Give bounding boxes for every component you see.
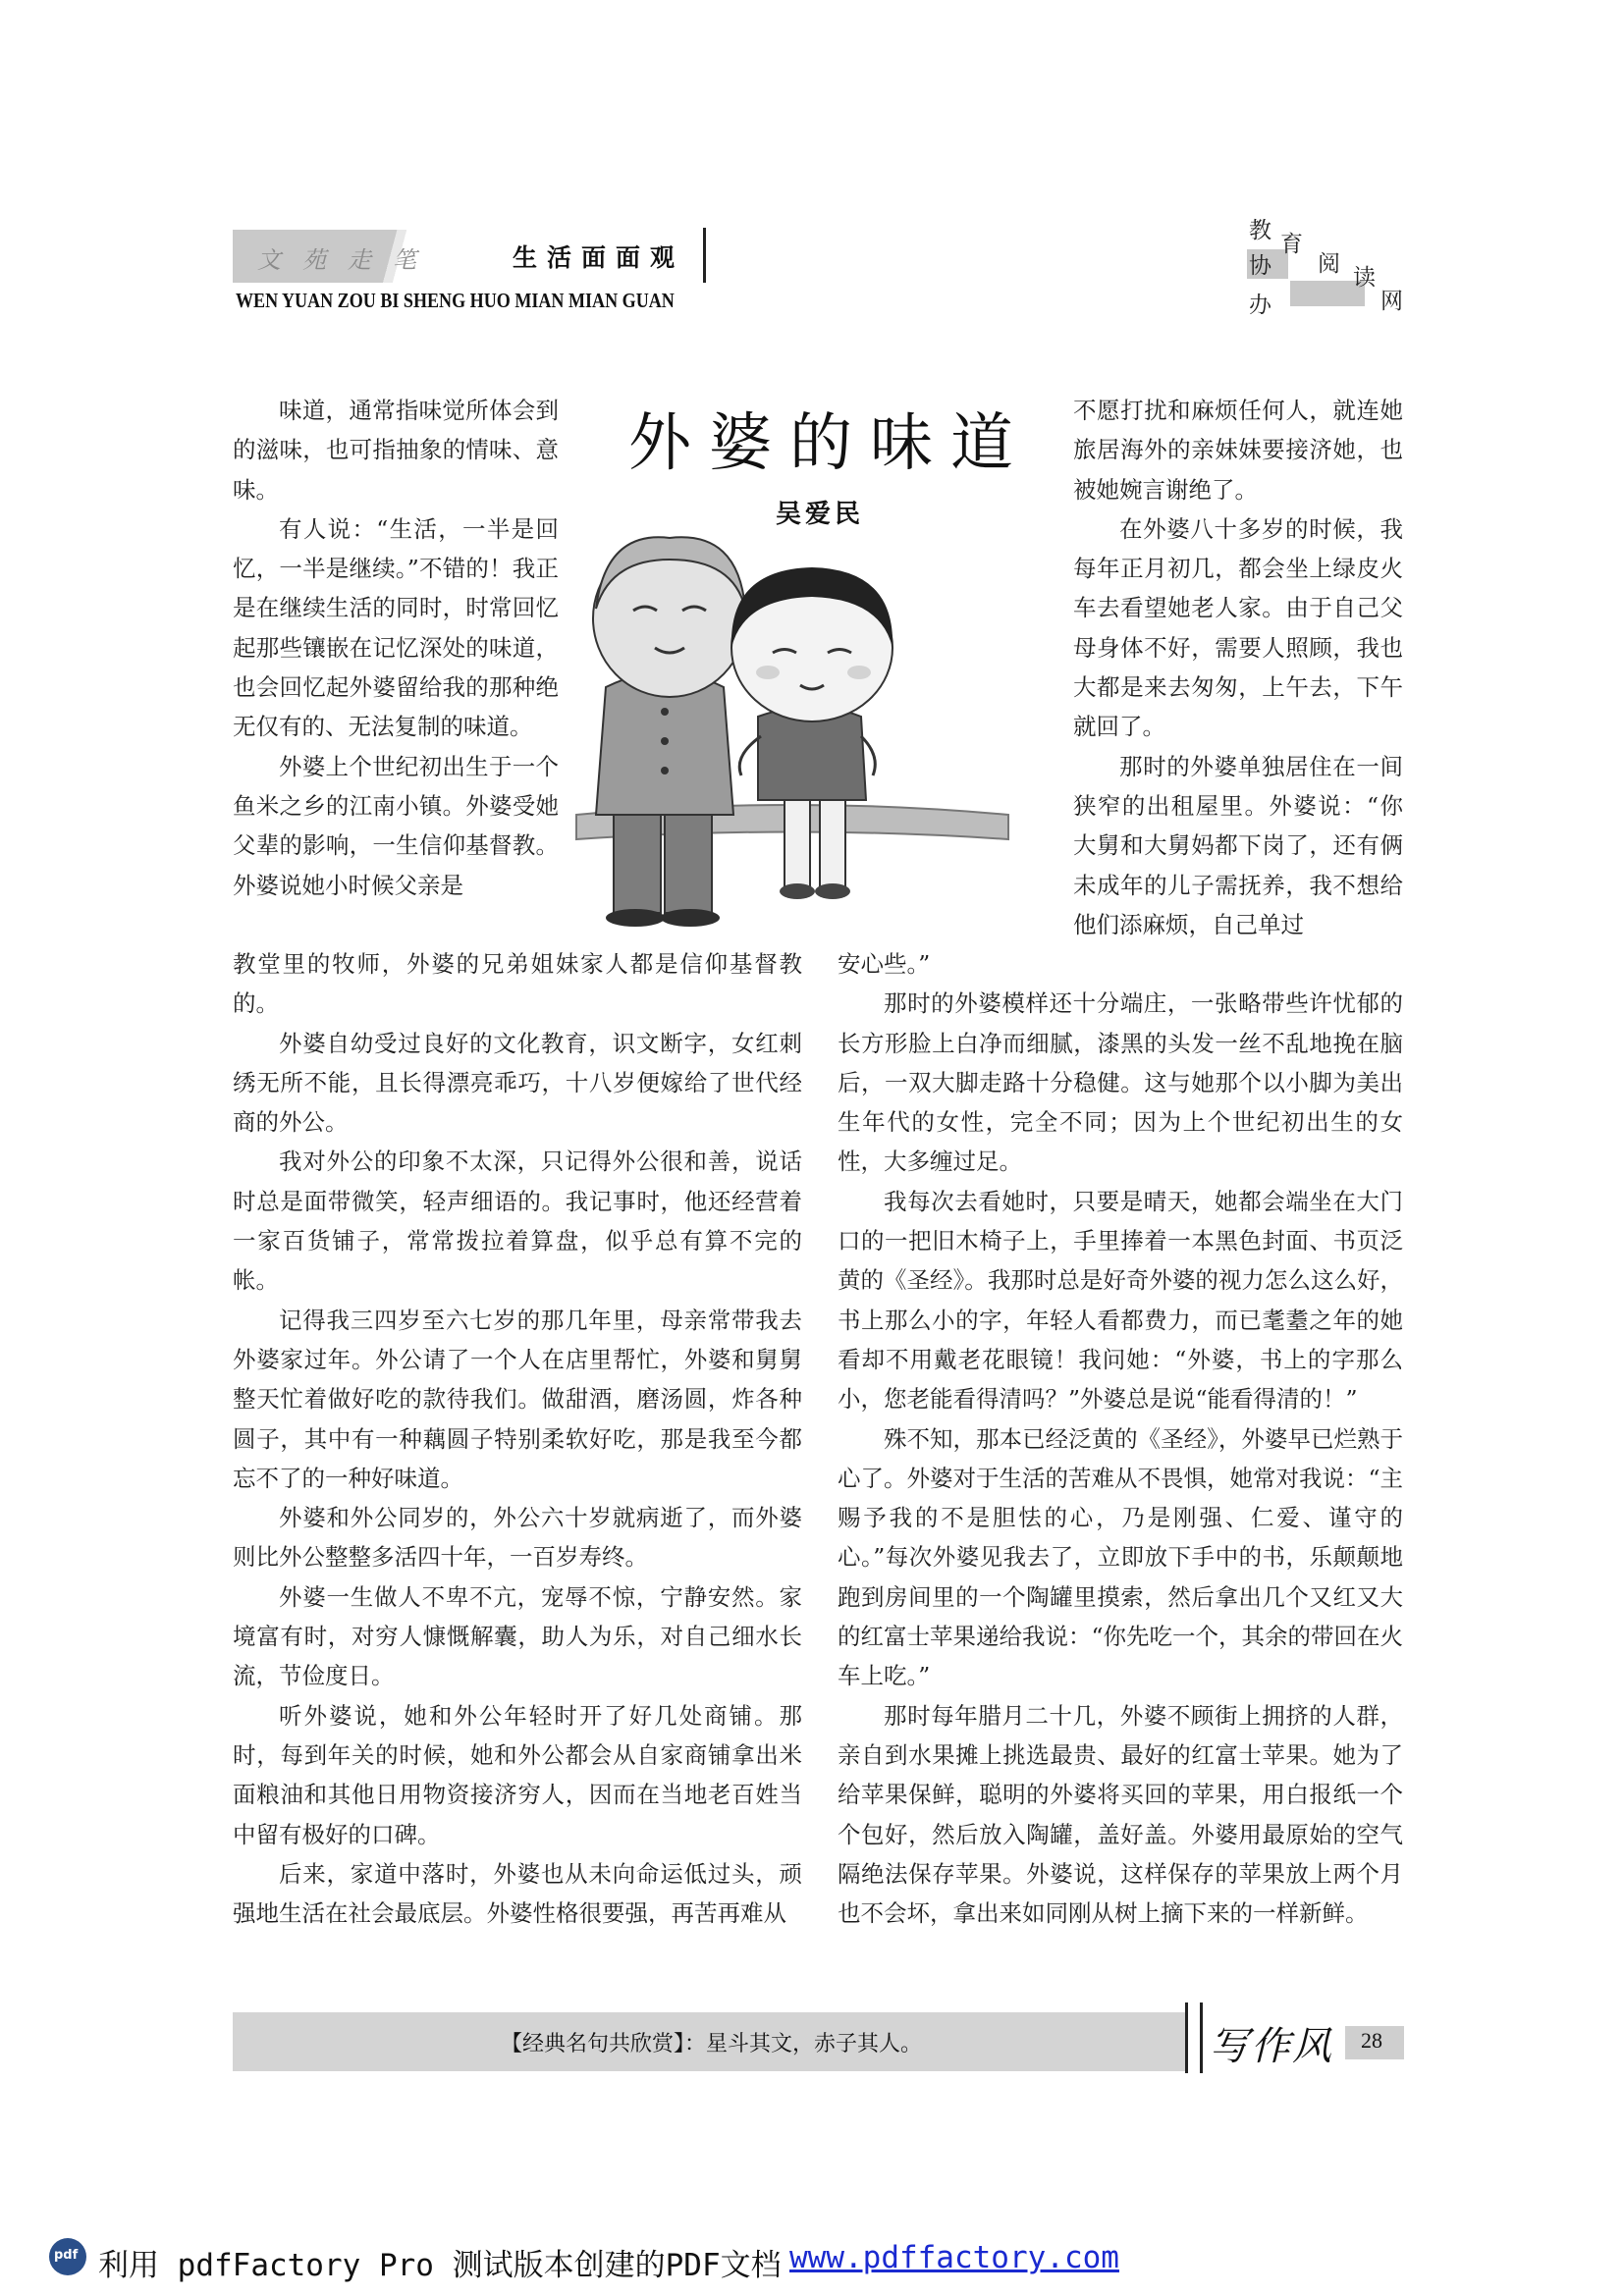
footer-divider bbox=[1185, 2002, 1203, 2073]
logo-char: 读 bbox=[1353, 265, 1376, 291]
left-column-full bbox=[233, 944, 802, 1933]
column-name-left: 文苑走笔 bbox=[257, 246, 438, 274]
article-title: 外婆的味道 bbox=[628, 407, 1031, 480]
site-logo bbox=[1247, 212, 1404, 320]
grandma-child-illustration bbox=[567, 501, 1018, 933]
paragraph: 外婆上个世纪初出生于一个鱼米之乡的江南小镇。外婆受她父辈的影响，一生信仰基督教。外婆说她小时候父亲是 bbox=[233, 752, 559, 899]
paragraph: 那时的外婆模样还十分端庄，一张略带些许忧郁的长方形脸上白净而细腻，漆黑的头发一丝不乱地挽在脑后，一双大脚走路十分稳健。这与她那个以小脚为美出生年代的女性，完全不同；因为上个世纪初出生的女性，大多缠过足。 bbox=[838, 989, 1403, 1176]
paragraph: 那时的外婆单独居住在一间狭窄的出租屋里。外婆说：“你大舅和大舅妈都下岗了，还有俩未成年的儿子需抚养，我不想给他们添麻烦，自己单过 bbox=[1073, 752, 1403, 938]
logo-char: 教 bbox=[1249, 218, 1271, 243]
article-author: 吴爱民 bbox=[776, 500, 865, 529]
footer-quote: 【经典名句共欣赏】：星斗其文，赤子其人。 bbox=[501, 2032, 923, 2056]
column-name-right: 生活面面观 bbox=[513, 243, 685, 272]
paragraph: 外婆一生做人不卑不亢，宠辱不惊，宁静安然。家境富有时，对穷人慷慨解囊，助人为乐，对自己细水长流，节俭度日。 bbox=[233, 1582, 802, 1690]
paragraph: 记得我三四岁至六七岁的那几年里，母亲常带我去外婆家过年。外公请了一个人在店里帮忙，外婆和舅舅整天忙着做好吃的款待我们。做甜酒，磨汤圆，炸各种圆子，其中有一种藕圆子特别柔软好吃，那是我至今都忘不了的一种好味道。 bbox=[233, 1306, 802, 1492]
paragraph: 味道，通常指味觉所体会到的滋味，也可指抽象的情味、意味。 bbox=[233, 397, 559, 504]
logo-char: 育 bbox=[1280, 232, 1303, 257]
watermark-text: 利用 pdfFactory Pro 测试版本创建的PDF文档 bbox=[98, 2248, 782, 2283]
pdffactory-link[interactable]: www.pdffactory.com bbox=[789, 2240, 1119, 2275]
page-number: 28 bbox=[1361, 2028, 1382, 2053]
pdf-icon-label: pdf bbox=[54, 2248, 79, 2263]
paragraph: 有人说：“生活，一半是回忆，一半是继续。”不错的！我正是在继续生活的同时，时常回忆起那些镶嵌在记忆深处的味道，也会回忆起外婆留给我的那种绝无仅有的、无法复制的味道。 bbox=[233, 514, 559, 741]
paragraph: 殊不知，那本已经泛黄的《圣经》，外婆早已烂熟于心了。外婆对于生活的苦难从不畏惧，她常对我说：“主赐予我的不是胆怯的心，乃是刚强、仁爱、谨守的心。”每次外婆见我去了，立即放下手中的书，乐颠颠地跑到房间里的一个陶罐里摸索，然后拿出几个又红又大的红富士苹果递给我说：“你先吃一个，其余的带回在火车上吃。” bbox=[838, 1424, 1404, 1690]
paragraph: 听外婆说，她和外公年轻时开了好几处商铺。那时，每到年关的时候，她和外公都会从自家商铺拿出米面粮油和其他日用物资接济穷人，因而在当地老百姓当中留有极好的口碑。 bbox=[233, 1701, 802, 1848]
paragraph: 安心些。” bbox=[838, 950, 931, 978]
magazine-brand: 写作风 bbox=[1210, 2024, 1333, 2069]
paragraph: 那时每年腊月二十几，外婆不顾街上拥挤的人群，亲自到水果摊上挑选最贵、最好的红富士苹果。她为了给苹果保鲜，聪明的外婆将买回的苹果，用白报纸一个个包好，然后放入陶罐，盖好盖。外婆用最原始的空气隔绝法保存苹果。外婆说，这样保存的苹果放上两个月也不会坏，拿出来如同刚从树上摘下来的一样新鲜。 bbox=[838, 1701, 1403, 1928]
paragraph: 不愿打扰和麻烦任何人，就连她旅居海外的亲妹妹要接济她，也被她婉言谢绝了。 bbox=[1073, 397, 1403, 504]
left-column-narrow bbox=[233, 391, 559, 905]
right-column-narrow bbox=[1073, 391, 1403, 944]
column-name-pinyin: WEN YUAN ZOU BI SHENG HUO MIAN MIAN GUAN bbox=[236, 289, 675, 312]
paragraph: 我对外公的印象不太深，只记得外公很和善，说话时总是面带微笑，轻声细语的。我记事时，他还经营着一家百货铺子，常常拨拉着算盘，似乎总有算不完的帐。 bbox=[233, 1148, 802, 1295]
paragraph: 外婆和外公同岁的，外公六十岁就病逝了，而外婆则比外公整整多活四十年，一百岁寿终。 bbox=[233, 1504, 802, 1572]
paragraph: 后来，家道中落时，外婆也从未向命运低过头，顽强地生活在社会最底层。外婆性格很要强，再苦再难从 bbox=[233, 1859, 802, 1928]
paragraph: 在外婆八十多岁的时候，我每年正月初几，都会坐上绿皮火车去看望她老人家。由于自己父母身体不好，需要人照顾，我也大都是来去匆匆，上午去，下午就回了。 bbox=[1073, 514, 1403, 741]
right-column-full bbox=[838, 944, 1403, 1933]
logo-char: 办 bbox=[1249, 293, 1271, 318]
paragraph: 我每次去看她时，只要是晴天，她都会端坐在大门口的一把旧木椅子上，手里捧着一本黑色封面、书页泛黄的《圣经》。我那时总是好奇外婆的视力怎么这么好，书上那么小的字，年轻人看都费力，而已耄耋之年的她看却不用戴老花眼镜！我问她：“外婆，书上的字那么小，您老能看得清吗？”外婆总是说“能看得清的！” bbox=[838, 1187, 1403, 1414]
header-divider bbox=[703, 228, 706, 283]
paragraph: 外婆自幼受过良好的文化教育，识文断字，女红刺绣无所不能，且长得漂亮乖巧，十八岁便嫁给了世代经商的外公。 bbox=[233, 1029, 802, 1137]
logo-char: 阅 bbox=[1318, 251, 1340, 277]
logo-char: 协 bbox=[1249, 253, 1271, 279]
paragraph: 教堂里的牧师，外婆的兄弟姐妹家人都是信仰基督教的。 bbox=[233, 950, 802, 1018]
logo-char: 网 bbox=[1380, 289, 1403, 314]
